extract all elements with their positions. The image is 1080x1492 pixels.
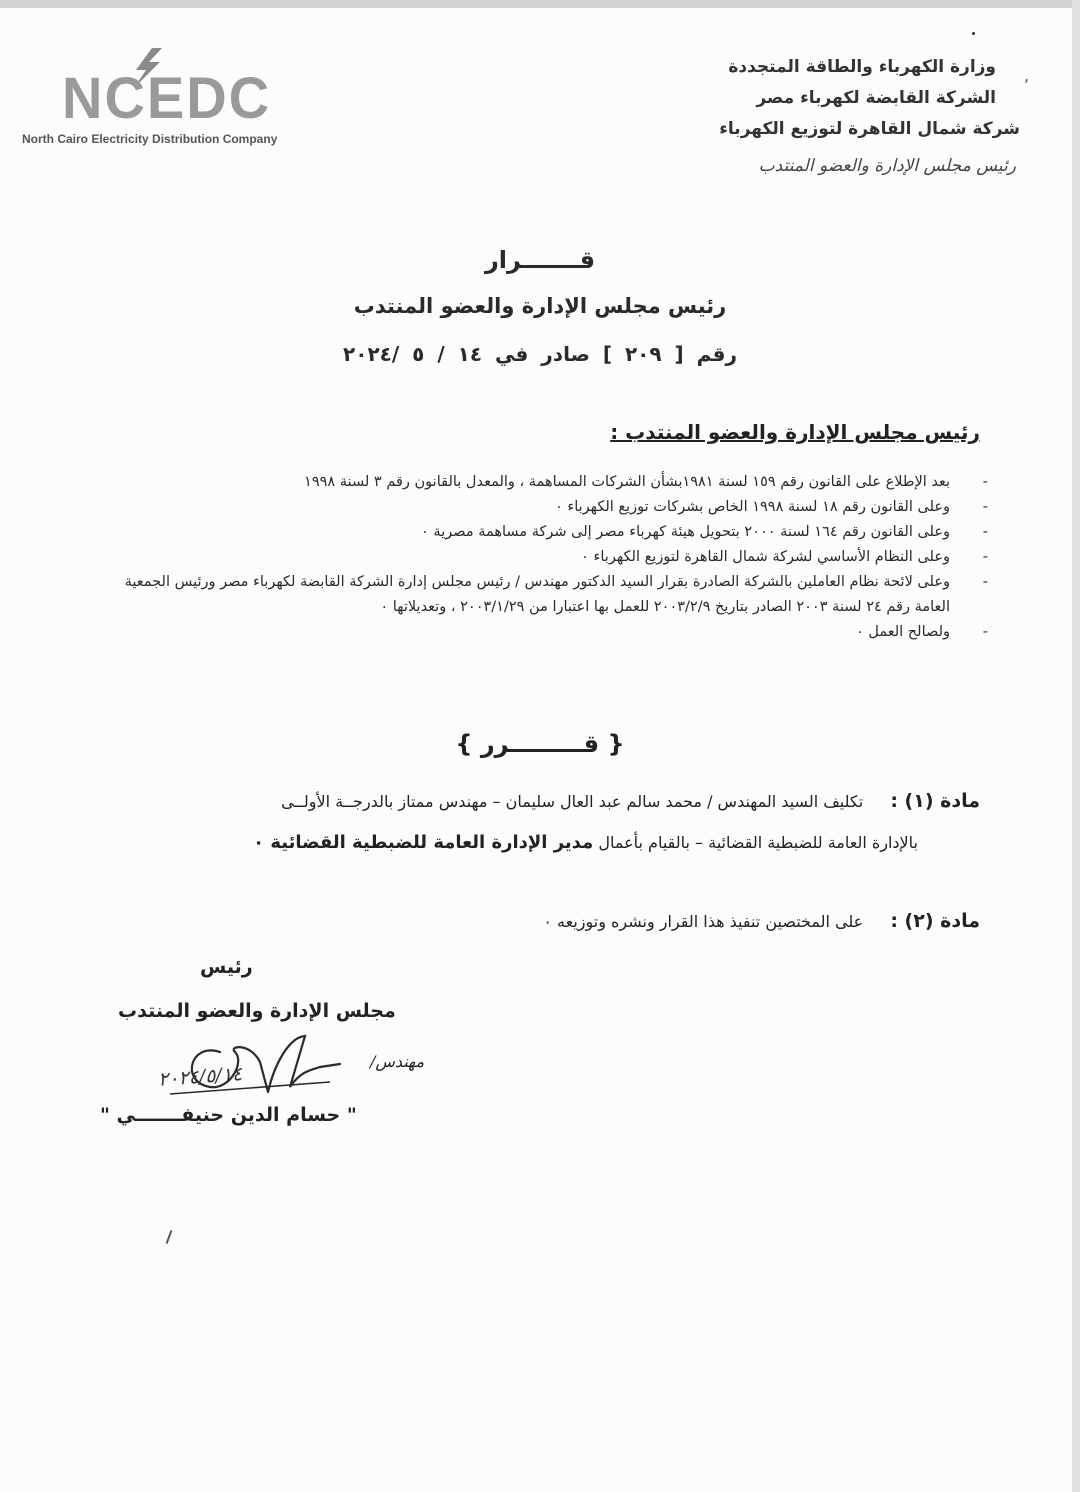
scan-tick-mark: , bbox=[1024, 66, 1030, 85]
ministry-name: وزارة الكهرباء والطاقة المتجددة bbox=[728, 57, 996, 77]
list-item: - بعد الإطلاع على القانون رقم ١٥٩ لسنة ١٩٨١بشأن الشركات المساهمة ، والمعدل بالقانون رقم ٣ لسنة ١٩٩٨ bbox=[98, 470, 988, 495]
article-1-continued bbox=[253, 832, 918, 853]
signatory-name: " حسام الدين حنيفـــــــي " bbox=[100, 1104, 357, 1126]
office-title-handwritten: رئيس مجلس الإدارة والعضو المنتدب bbox=[758, 156, 1016, 176]
signatory-office: مجلس الإدارة والعضو المنتدب bbox=[118, 1000, 396, 1022]
list-item: - ولصالح العمل ٠ bbox=[98, 620, 988, 645]
preamble-list bbox=[98, 470, 988, 645]
article-1-text: تكليف السيد المهندس / محمد سالم عبد العال سليمان – مهندس ممتاز بالدرجــة الأولــى bbox=[281, 792, 864, 811]
article-2-label: مادة (٢) : bbox=[890, 910, 980, 932]
company-name: شركة شمال القاهرة لتوزيع الكهرباء bbox=[719, 119, 1020, 139]
article-2 bbox=[543, 910, 980, 932]
list-item: - وعلى القانون رقم ١٦٤ لسنة ٢٠٠٠ بتحويل هيئة كهرباء مصر إلى شركة مساهمة مصرية ٠ bbox=[98, 520, 988, 545]
scan-stray-mark bbox=[166, 1230, 173, 1244]
logo-wordmark: NCEDC bbox=[62, 64, 272, 131]
decision-number-line: رقم [ ٢٠٩ ] صادر في ١٤ / ٥ /٢٠٢٤ bbox=[343, 342, 737, 366]
signatory-title: رئيس bbox=[200, 956, 253, 978]
scan-top-edge bbox=[0, 0, 1080, 8]
article-1 bbox=[281, 790, 980, 812]
decision-heading: { قـــــــــرر } bbox=[455, 730, 625, 758]
document-subtitle: رئيس مجلس الإدارة والعضو المنتدب bbox=[353, 294, 727, 318]
article-2-text: على المختصين تنفيذ هذا القرار ونشره وتوزيعه ٠ bbox=[543, 912, 864, 931]
list-item: - وعلى لائحة نظام العاملين بالشركة الصادرة بقرار السيد الدكتور مهندس / رئيس مجلس إدارة الشركة القابضة لكهرباء مصر ورئيس الجمعية العامة رقم ٢٤ لسنة ٢٠٠٣ الصادر بتاريخ ٢٠٠٣/٢/٩ للعمل بها اعتبارا من ٢٠٠٣/١/٢٩ ، وتعديلاتها ٠ bbox=[98, 570, 988, 620]
handwritten-date: ٢٠٢٤/٥/١٤ bbox=[157, 1063, 243, 1091]
article-1-label: مادة (١) : bbox=[890, 790, 980, 812]
article-1-line2-bold: مدير الإدارة العامة للضبطية القضائية ٠ bbox=[253, 832, 594, 853]
company-logo bbox=[22, 48, 292, 158]
document-title: قـــــــرار bbox=[484, 246, 596, 274]
preamble-heading: رئيس مجلس الإدارة والعضو المنتدب : bbox=[610, 420, 980, 444]
logo-subtitle: North Cairo Electricity Distribution Company bbox=[22, 132, 278, 146]
letterhead bbox=[719, 52, 1020, 182]
list-item: - وعلى النظام الأساسي لشركة شمال القاهرة لتوزيع الكهرباء ٠ bbox=[98, 545, 988, 570]
list-item: - وعلى القانون رقم ١٨ لسنة ١٩٩٨ الخاص بشركات توزيع الكهرباء ٠ bbox=[98, 495, 988, 520]
holding-company-name: الشركة القابضة لكهرباء مصر bbox=[756, 88, 996, 108]
article-1-line2-text: بالإدارة العامة للضبطية القضائية – بالقيام بأعمال bbox=[598, 833, 918, 852]
scan-dot bbox=[972, 32, 975, 35]
engineer-label: مهندس/ bbox=[370, 1052, 425, 1071]
